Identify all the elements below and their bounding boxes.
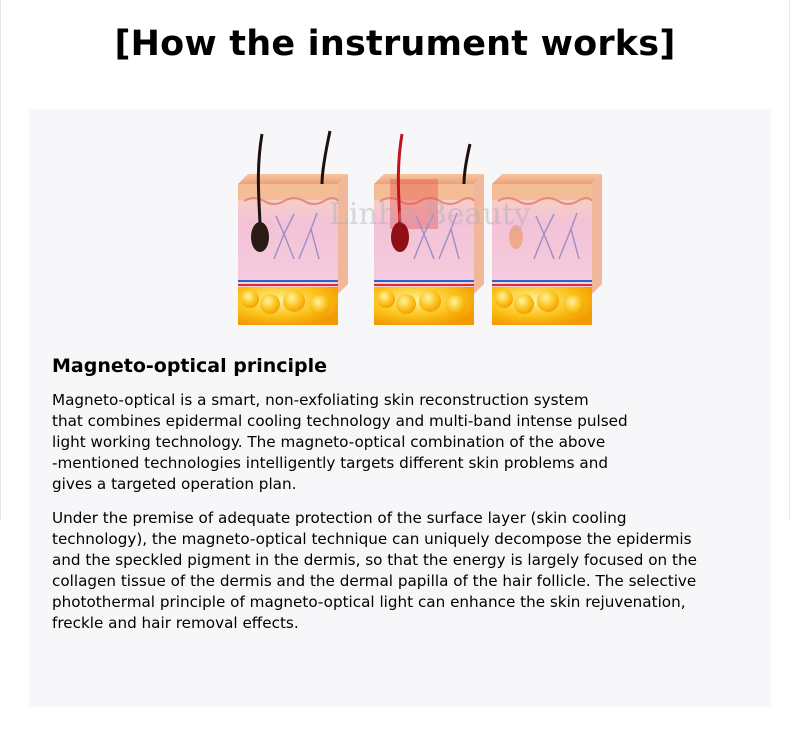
paragraph-intro: [52, 390, 752, 495]
paragraph-line: that combines epidermal cooling technology and multi-band intense pulsed: [52, 412, 628, 430]
frame-border-left: [0, 0, 1, 520]
page-title: [How the instrument works]: [114, 24, 676, 64]
paragraph-line: collagen tissue of the dermis and the dermal papilla of the hair follicle. The selective: [52, 572, 697, 590]
paragraph-line: photothermal principle of magneto-optical light can enhance the skin rejuvenation,: [52, 593, 686, 611]
paragraph-line: -mentioned technologies intelligently targets different skin problems and: [52, 454, 608, 472]
paragraph-line: technology), the magneto-optical technique can uniquely decompose the epidermis: [52, 530, 692, 548]
paragraph-line: light working technology. The magneto-optical combination of the above: [52, 433, 606, 451]
paragraph-line: Magneto-optical is a smart, non-exfoliating skin reconstruction system: [52, 391, 589, 409]
paragraph-line: Under the premise of adequate protection of the surface layer (skin cooling: [52, 509, 627, 527]
paragraph-line: and the speckled pigment in the dermis, so that the energy is largely focused on the: [52, 551, 697, 569]
paragraph-line: freckle and hair removal effects.: [52, 614, 299, 632]
paragraph-details: [52, 508, 752, 634]
paragraph-line: gives a targeted operation plan.: [52, 475, 297, 493]
section-heading: Magneto-optical principle: [52, 355, 328, 377]
watermark: Linho Beauty: [329, 197, 531, 232]
content-panel: [29, 109, 771, 707]
